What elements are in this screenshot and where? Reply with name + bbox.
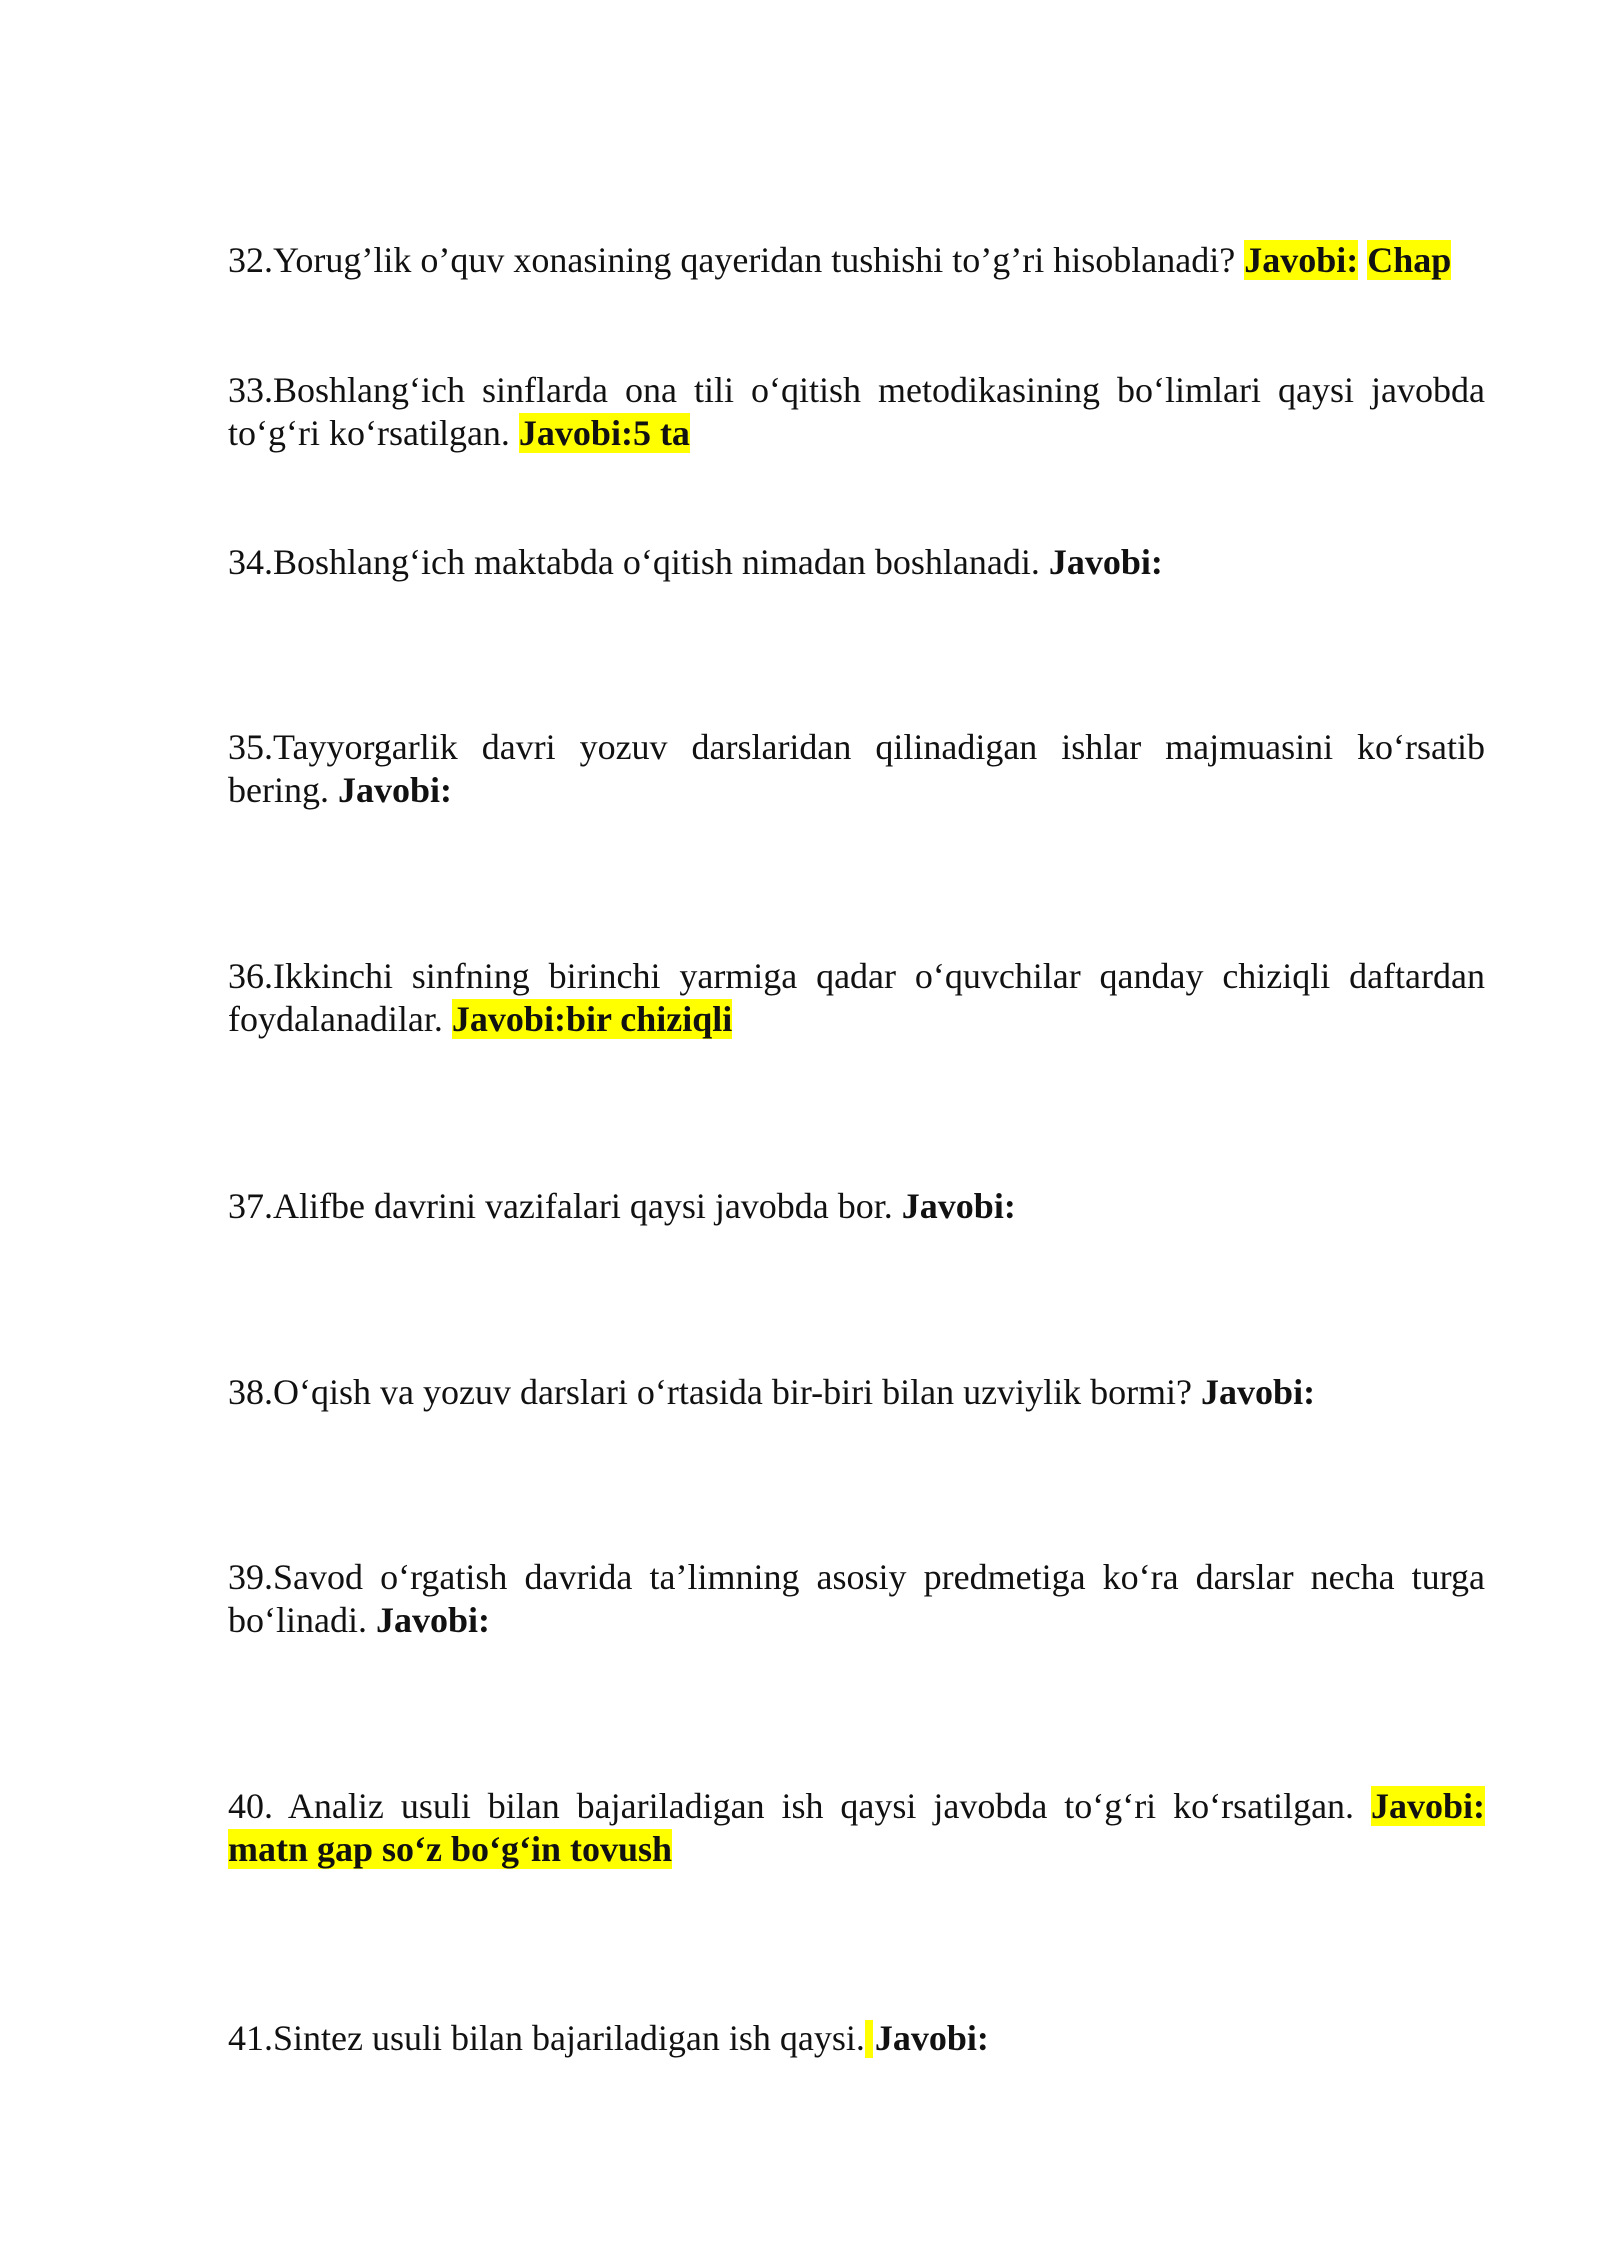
answer-label: Javobi: — [337, 770, 452, 810]
answer-value: 5 ta — [632, 413, 690, 453]
question-35 — [228, 726, 1485, 812]
answer-value: matn gap so‘z bo‘g‘in tovush — [228, 1829, 673, 1869]
question-34 — [228, 541, 1485, 584]
question-text: 34.Boshlang‘ich maktabda o‘qitish nimadan boshlanadi. — [228, 542, 1040, 582]
answer-value: Chap — [1367, 240, 1452, 280]
answer-label: Javobi: — [901, 1186, 1016, 1226]
answer-label: Javobi: — [1048, 542, 1163, 582]
answer-label: Javobi: — [1370, 1786, 1485, 1826]
answer-label: Javobi: — [451, 999, 566, 1039]
answer-label: Javobi: — [375, 1600, 490, 1640]
question-text: 36.Ikkinchi sinfning birinchi yarmiga qadar o‘quvchilar qanday chiziqli daftardan foydalanadilar. — [228, 956, 1485, 1039]
question-text: 40. Analiz usuli bilan bajariladigan ish qaysi javobda to‘g‘ri ko‘rsatilgan. — [228, 1786, 1355, 1826]
question-40 — [228, 1785, 1485, 1871]
question-text: 39.Savod o‘rgatish davrida ta’limning asosiy predmetiga ko‘ra darslar necha turga bo‘linadi. — [228, 1557, 1485, 1640]
answer-label: Javobi: — [874, 2018, 989, 2058]
question-41 — [228, 2017, 1485, 2060]
question-text: 32.Yorug’lik o’quv xonasining qayeridan tushishi to’g’ri hisoblanadi? — [228, 240, 1236, 280]
question-text: 37.Alifbe davrini vazifalari qaysi javobda bor. — [228, 1186, 893, 1226]
question-text: 33.Boshlang‘ich sinflarda ona tili o‘qitish metodikasining bo‘limlari qaysi javobda to‘g‘ri ko‘rsatilgan. — [228, 370, 1485, 453]
answer-label: Javobi: — [518, 413, 633, 453]
question-38 — [228, 1371, 1485, 1414]
answer-label: Javobi: — [1201, 1372, 1316, 1412]
question-33 — [228, 369, 1485, 455]
question-36 — [228, 955, 1485, 1041]
answer-value: bir chiziqli — [565, 999, 733, 1039]
question-39 — [228, 1556, 1485, 1642]
highlight-mark — [865, 2020, 873, 2058]
question-37 — [228, 1185, 1485, 1228]
answer-label: Javobi: — [1244, 240, 1359, 280]
question-text: 35.Tayyorgarlik davri yozuv darslaridan qilinadigan ishlar majmuasini ko‘rsatib bering. — [228, 727, 1485, 810]
question-text: 38.O‘qish va yozuv darslari o‘rtasida bir-biri bilan uzviylik bormi? — [228, 1372, 1193, 1412]
question-32 — [228, 239, 1485, 282]
question-text: 41.Sintez usuli bilan bajariladigan ish qaysi. — [228, 2018, 865, 2058]
